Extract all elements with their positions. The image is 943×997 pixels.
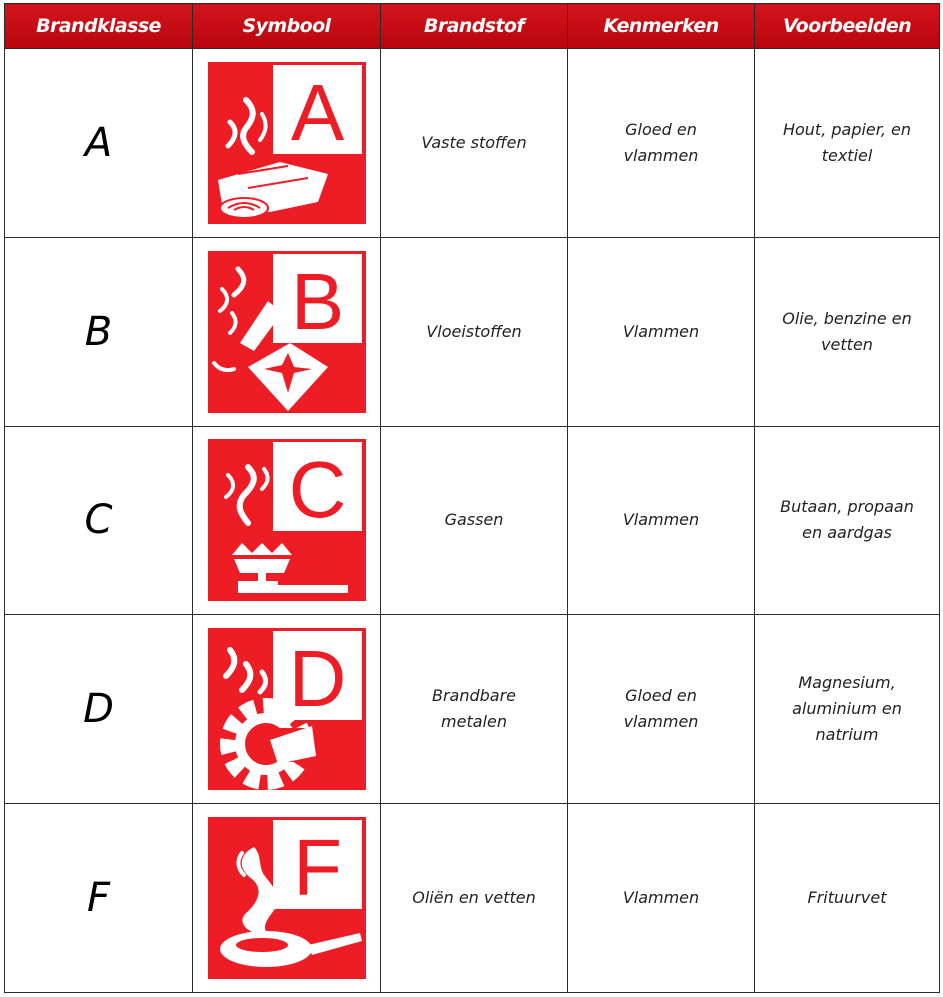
brandstof-cell [381,804,568,993]
brandstof-cell [381,426,568,615]
brandstof-cell [381,615,568,804]
voorbeelden-cell [755,804,940,993]
symbol-letter: D [288,634,346,724]
voorbeelden-cell [755,237,940,426]
brandstof-cell [381,237,568,426]
voorbeelden-text: Olie, benzine en vetten [782,308,912,354]
class-cell [5,237,193,426]
voorbeelden-text: Frituurvet [807,888,887,908]
fire-class-table [4,3,940,993]
kenmerken-cell [568,804,755,993]
symbol-letter: F [292,823,342,913]
table-row [5,49,940,238]
symbol-cell [193,804,381,993]
voorbeelden-text: Hout, papier, en textiel [782,119,912,165]
header-voorbeelden: Voorbeelden [755,4,940,49]
class-cell [5,49,193,238]
header-kenmerken: Kenmerken [568,4,755,49]
header-row [5,4,940,49]
voorbeelden-text: Butaan, propaan en aardgas [780,497,914,543]
kenmerken-cell [568,237,755,426]
table-row [5,804,940,993]
brandstof-text: Vloeistoffen [426,321,522,341]
brandstof-text: Vaste stoffen [421,132,527,152]
solid-fire-icon [208,62,366,224]
class-letter: C [84,497,113,544]
symbol-letter: B [290,256,344,346]
symbol-cell [193,237,381,426]
cooking-oil-fire-icon [208,817,366,979]
kenmerken-text: Vlammen [622,321,700,341]
kenmerken-cell [568,615,755,804]
class-cell [5,804,193,993]
brandstof-text: Gassen [444,510,504,530]
class-letter: F [86,875,110,922]
kenmerken-text: Vlammen [622,510,700,530]
symbol-cell [193,49,381,238]
kenmerken-text: Gloed en vlammen [623,686,699,732]
table-row [5,615,940,804]
table-row [5,237,940,426]
gas-fire-icon [208,439,366,601]
voorbeelden-text: Magnesium, aluminium en natrium [792,673,902,745]
brandstof-text: Oliën en vetten [412,888,536,908]
brandstof-cell [381,49,568,238]
kenmerken-text: Vlammen [622,888,700,908]
symbol-cell [193,426,381,615]
liquid-fire-icon [208,251,366,413]
kenmerken-text: Gloed en vlammen [623,119,699,165]
metal-fire-icon [208,628,366,790]
header-symbool: Symbool [193,4,381,49]
voorbeelden-cell [755,615,940,804]
kenmerken-cell [568,426,755,615]
kenmerken-cell [568,49,755,238]
symbol-letter: A [290,67,344,157]
header-brandklasse: Brandklasse [5,4,193,49]
class-letter: A [84,119,113,166]
symbol-letter: C [288,445,346,535]
table-row [5,426,940,615]
class-letter: D [83,686,114,733]
header-brandstof: Brandstof [381,4,568,49]
class-cell [5,426,193,615]
class-cell [5,615,193,804]
voorbeelden-cell [755,426,940,615]
voorbeelden-cell [755,49,940,238]
brandstof-text: Brandbare metalen [431,686,517,732]
class-letter: B [84,308,113,355]
symbol-cell [193,615,381,804]
